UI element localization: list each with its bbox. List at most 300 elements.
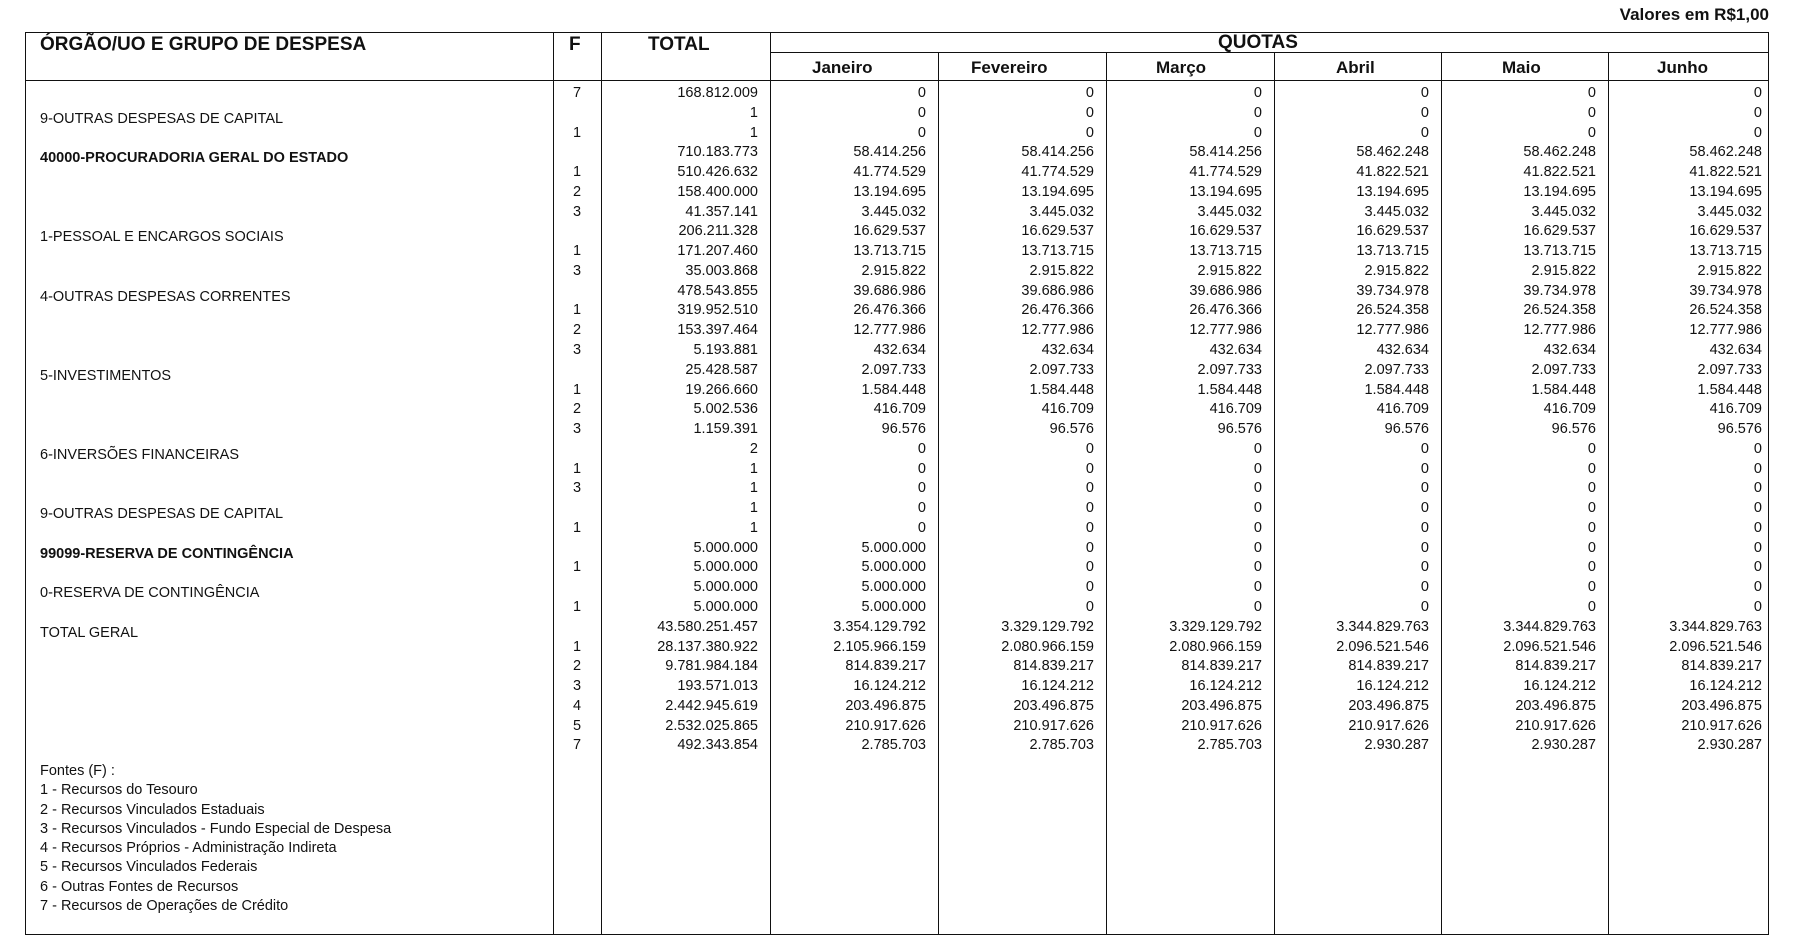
row-month-value: 41.774.529 (1189, 164, 1262, 181)
row-fonte: 1 (572, 243, 582, 260)
legend-item: 5 - Recursos Vinculados Federais (40, 859, 258, 876)
row-month-value: 2.785.703 (861, 737, 926, 754)
row-month-value: 814.839.217 (1348, 658, 1429, 675)
row-month-value: 0 (917, 460, 926, 477)
row-month-value: 13.194.695 (1021, 183, 1094, 200)
row-month-value: 0 (1253, 539, 1262, 556)
row-total: 319.952.510 (677, 302, 758, 319)
row-month-value: 3.445.032 (1197, 203, 1262, 220)
legend-item: 6 - Outras Fontes de Recursos (40, 878, 239, 895)
row-month-value: 0 (1753, 579, 1762, 596)
row-total: 2 (749, 440, 758, 457)
legend-item: 7 - Recursos de Operações de Crédito (40, 898, 289, 915)
legend-item: 3 - Recursos Vinculados - Fundo Especial de Despesa (40, 820, 392, 837)
header-month-janeiro: Janeiro (812, 58, 873, 77)
row-month-value: 2.915.822 (1697, 262, 1762, 279)
row-month-value: 2.096.521.546 (1336, 638, 1429, 655)
row-month-value: 0 (1253, 440, 1262, 457)
row-month-value: 2.097.733 (1029, 361, 1094, 378)
row-month-value: 0 (1420, 124, 1429, 141)
row-total: 5.193.881 (693, 342, 758, 358)
row-month-value: 0 (1753, 500, 1762, 517)
row-month-value: 3.445.032 (1364, 203, 1429, 220)
row-month-value: 16.124.212 (1021, 678, 1094, 695)
row-month-value: 2.915.822 (1364, 262, 1429, 279)
row-month-value: 432.634 (1376, 342, 1429, 358)
row-month-value: 0 (1253, 480, 1262, 497)
row-month-value: 814.839.217 (1681, 658, 1762, 675)
row-month-value: 0 (1587, 500, 1596, 517)
row-month-value: 16.629.537 (1356, 223, 1429, 240)
row-month-value: 0 (1085, 579, 1094, 596)
row-total: 158.400.000 (677, 183, 758, 200)
row-total: 35.003.868 (685, 262, 758, 279)
row-month-value: 0 (1587, 124, 1596, 141)
row-total: 492.343.854 (677, 737, 758, 754)
row-total: 5.000.000 (693, 559, 758, 576)
row-month-value: 41.774.529 (853, 164, 926, 181)
row-month-value: 58.462.248 (1689, 144, 1762, 161)
row-month-value: 0 (1587, 480, 1596, 497)
row-month-value: 41.822.521 (1356, 164, 1429, 181)
row-month-value: 203.496.875 (1013, 697, 1094, 714)
row-month-value: 432.634 (1543, 342, 1596, 358)
row-total: 9.781.984.184 (665, 658, 758, 675)
row-month-value: 12.777.986 (1689, 322, 1762, 339)
row-month-value: 416.709 (873, 401, 926, 418)
legend-title: Fontes (F) : (40, 763, 115, 779)
row-total: 28.137.380.922 (657, 638, 758, 655)
row-month-value: 0 (1253, 579, 1262, 596)
row-total: 1 (749, 500, 758, 517)
row-month-value: 13.194.695 (1523, 183, 1596, 200)
row-total: 2.532.025.865 (665, 717, 758, 734)
row-month-value: 26.524.358 (1356, 302, 1429, 319)
row-month-value: 39.686.986 (853, 282, 926, 299)
row-month-value: 0 (1253, 85, 1262, 101)
row-month-value: 58.414.256 (1189, 144, 1262, 161)
row-total: 1 (749, 124, 758, 141)
row-month-value: 0 (1587, 440, 1596, 457)
row-month-value: 1.584.448 (1697, 381, 1762, 398)
row-month-value: 0 (917, 500, 926, 517)
row-month-value: 3.344.829.763 (1503, 618, 1596, 635)
row-month-value: 2.915.822 (861, 262, 926, 279)
header-month-junho: Junho (1657, 58, 1708, 77)
row-month-value: 16.629.537 (1689, 223, 1762, 240)
row-total: 1.159.391 (693, 421, 758, 438)
row-fonte: 3 (572, 421, 582, 438)
row-month-value: 16.629.537 (1523, 223, 1596, 240)
row-fonte: 3 (572, 480, 582, 497)
row-total: 5.000.000 (693, 579, 758, 596)
row-month-value: 0 (1420, 460, 1429, 477)
row-month-value: 5.000.000 (861, 539, 926, 556)
row-month-value: 0 (1085, 500, 1094, 517)
row-month-value: 58.462.248 (1523, 144, 1596, 161)
row-fonte: 2 (572, 322, 582, 339)
col-divider-group (553, 32, 554, 935)
row-month-value: 416.709 (1543, 401, 1596, 418)
row-month-value: 12.777.986 (1523, 322, 1596, 339)
row-fonte: 1 (572, 381, 582, 398)
row-fonte: 3 (572, 262, 582, 279)
row-month-value: 3.329.129.792 (1169, 618, 1262, 635)
row-month-value: 0 (1253, 104, 1262, 121)
row-month-value: 13.194.695 (853, 183, 926, 200)
row-total: 41.357.141 (685, 203, 758, 220)
row-month-value: 0 (1587, 599, 1596, 616)
legend-item: 2 - Recursos Vinculados Estaduais (40, 801, 265, 818)
row-month-value: 58.414.256 (1021, 144, 1094, 161)
row-total: 193.571.013 (677, 678, 758, 695)
row-month-value: 13.713.715 (853, 243, 926, 260)
row-month-value: 0 (1085, 104, 1094, 121)
row-month-value: 13.713.715 (1356, 243, 1429, 260)
row-fonte: 1 (572, 164, 582, 181)
col-divider-marco (1274, 52, 1275, 935)
row-month-value: 416.709 (1209, 401, 1262, 418)
row-total: 171.207.460 (677, 243, 758, 260)
row-month-value: 13.713.715 (1689, 243, 1762, 260)
row-month-value: 2.097.733 (1697, 361, 1762, 378)
row-month-value: 16.124.212 (1189, 678, 1262, 695)
row-label: 9-OUTRAS DESPESAS DE CAPITAL (40, 110, 284, 127)
row-month-value: 432.634 (1709, 342, 1762, 358)
row-total: 153.397.464 (677, 322, 758, 339)
row-month-value: 0 (1420, 440, 1429, 457)
header-total: TOTAL (648, 34, 710, 55)
row-month-value: 26.476.366 (1021, 302, 1094, 319)
row-month-value: 0 (917, 104, 926, 121)
row-month-value: 0 (1420, 85, 1429, 101)
row-month-value: 2.097.733 (861, 361, 926, 378)
row-month-value: 3.445.032 (1531, 203, 1596, 220)
row-month-value: 58.414.256 (853, 144, 926, 161)
row-month-value: 0 (1420, 559, 1429, 576)
row-month-value: 210.917.626 (1181, 717, 1262, 734)
row-month-value: 0 (1085, 440, 1094, 457)
row-fonte: 7 (572, 85, 582, 101)
row-month-value: 0 (917, 85, 926, 101)
row-month-value: 2.930.287 (1697, 737, 1762, 754)
row-month-value: 41.822.521 (1523, 164, 1596, 181)
row-month-value: 5.000.000 (861, 599, 926, 616)
row-month-value: 0 (1085, 480, 1094, 497)
row-month-value: 0 (1753, 460, 1762, 477)
row-month-value: 1.584.448 (1029, 381, 1094, 398)
row-month-value: 2.097.733 (1364, 361, 1429, 378)
row-month-value: 0 (1253, 519, 1262, 536)
row-month-value: 210.917.626 (845, 717, 926, 734)
row-month-value: 2.105.966.159 (833, 638, 926, 655)
row-label: 99099-RESERVA DE CONTINGÊNCIA (40, 545, 294, 562)
row-month-value: 210.917.626 (1013, 717, 1094, 734)
row-label: 6-INVERSÕES FINANCEIRAS (40, 446, 240, 463)
row-month-value: 1.584.448 (1197, 381, 1262, 398)
header-month-fevereiro: Fevereiro (971, 58, 1048, 77)
row-month-value: 0 (1085, 460, 1094, 477)
row-total: 5.002.536 (693, 401, 758, 418)
row-month-value: 0 (1587, 85, 1596, 101)
row-month-value: 2.080.966.159 (1001, 638, 1094, 655)
row-month-value: 0 (917, 519, 926, 536)
row-fonte: 2 (572, 401, 582, 418)
row-fonte: 1 (572, 460, 582, 477)
header-month-maio: Maio (1502, 58, 1541, 77)
row-month-value: 210.917.626 (1515, 717, 1596, 734)
row-label: 9-OUTRAS DESPESAS DE CAPITAL (40, 506, 284, 523)
row-month-value: 2.915.822 (1029, 262, 1094, 279)
col-divider-maio (1608, 52, 1609, 935)
row-month-value: 0 (1420, 599, 1429, 616)
row-month-value: 5.000.000 (861, 579, 926, 596)
row-month-value: 16.629.537 (853, 223, 926, 240)
row-fonte: 3 (572, 678, 582, 695)
row-month-value: 203.496.875 (1681, 697, 1762, 714)
row-month-value: 2.097.733 (1197, 361, 1262, 378)
row-month-value: 0 (1753, 480, 1762, 497)
row-total: 710.183.773 (677, 144, 758, 161)
row-month-value: 0 (1753, 104, 1762, 121)
row-fonte: 4 (572, 697, 582, 714)
legend-item: 1 - Recursos do Tesouro (40, 782, 198, 799)
row-month-value: 1.584.448 (1364, 381, 1429, 398)
header-month-abril: Abril (1336, 58, 1375, 77)
row-month-value: 0 (1085, 85, 1094, 101)
header-quotas: QUOTAS (1218, 32, 1298, 53)
row-label: 5-INVESTIMENTOS (40, 367, 172, 384)
row-month-value: 0 (1253, 460, 1262, 477)
row-month-value: 432.634 (1209, 342, 1262, 358)
row-month-value: 814.839.217 (1515, 658, 1596, 675)
row-month-value: 0 (1753, 539, 1762, 556)
row-total: 43.580.251.457 (657, 618, 758, 635)
row-month-value: 96.576 (881, 421, 926, 438)
row-month-value: 0 (1587, 559, 1596, 576)
row-month-value: 203.496.875 (1515, 697, 1596, 714)
row-month-value: 0 (1420, 500, 1429, 517)
row-month-value: 0 (1587, 519, 1596, 536)
row-fonte: 1 (572, 302, 582, 319)
row-month-value: 210.917.626 (1348, 717, 1429, 734)
row-total: 510.426.632 (677, 164, 758, 181)
row-total: 5.000.000 (693, 539, 758, 556)
row-month-value: 12.777.986 (1356, 322, 1429, 339)
row-month-value: 2.785.703 (1029, 737, 1094, 754)
row-month-value: 3.344.829.763 (1336, 618, 1429, 635)
row-month-value: 0 (1253, 599, 1262, 616)
row-month-value: 58.462.248 (1356, 144, 1429, 161)
row-month-value: 814.839.217 (845, 658, 926, 675)
row-month-value: 0 (1587, 104, 1596, 121)
row-month-value: 0 (1253, 500, 1262, 517)
row-month-value: 1.584.448 (861, 381, 926, 398)
row-total: 168.812.009 (677, 85, 758, 101)
row-month-value: 13.194.695 (1189, 183, 1262, 200)
header-group: ÓRGÃO/UO E GRUPO DE DESPESA (40, 34, 367, 55)
row-month-value: 16.124.212 (1356, 678, 1429, 695)
row-month-value: 0 (1753, 519, 1762, 536)
row-label: 40000-PROCURADORIA GERAL DO ESTADO (40, 150, 349, 167)
row-month-value: 203.496.875 (1181, 697, 1262, 714)
row-month-value: 3.354.129.792 (833, 618, 926, 635)
row-month-value: 0 (1085, 539, 1094, 556)
row-month-value: 16.124.212 (853, 678, 926, 695)
row-month-value: 0 (1753, 124, 1762, 141)
col-divider-janeiro (938, 52, 939, 935)
row-month-value: 26.524.358 (1689, 302, 1762, 319)
row-month-value: 432.634 (873, 342, 926, 358)
row-month-value: 26.524.358 (1523, 302, 1596, 319)
row-month-value: 16.629.537 (1021, 223, 1094, 240)
row-month-value: 0 (1420, 579, 1429, 596)
row-month-value: 2.096.521.546 (1669, 638, 1762, 655)
row-month-value: 12.777.986 (1189, 322, 1262, 339)
row-month-value: 13.194.695 (1689, 183, 1762, 200)
row-month-value: 210.917.626 (1681, 717, 1762, 734)
row-fonte: 5 (572, 717, 582, 734)
row-month-value: 2.930.287 (1531, 737, 1596, 754)
row-month-value: 26.476.366 (853, 302, 926, 319)
row-month-value: 3.329.129.792 (1001, 618, 1094, 635)
row-month-value: 13.713.715 (1189, 243, 1262, 260)
row-month-value: 96.576 (1717, 421, 1762, 438)
row-month-value: 0 (1753, 440, 1762, 457)
row-month-value: 0 (1587, 579, 1596, 596)
row-month-value: 203.496.875 (845, 697, 926, 714)
row-label: TOTAL GERAL (40, 624, 139, 641)
row-month-value: 0 (1753, 85, 1762, 101)
row-total: 1 (749, 480, 758, 497)
row-month-value: 0 (1420, 539, 1429, 556)
row-month-value: 0 (1753, 599, 1762, 616)
row-month-value: 26.476.366 (1189, 302, 1262, 319)
row-label: 1-PESSOAL E ENCARGOS SOCIAIS (40, 229, 284, 246)
row-month-value: 0 (1085, 124, 1094, 141)
row-month-value: 96.576 (1049, 421, 1094, 438)
col-divider-fevereiro (1106, 52, 1107, 935)
row-month-value: 0 (917, 480, 926, 497)
row-month-value: 13.713.715 (1021, 243, 1094, 260)
row-label: 0-RESERVA DE CONTINGÊNCIA (40, 585, 260, 602)
row-fonte: 7 (572, 737, 582, 754)
row-fonte: 1 (572, 519, 582, 536)
row-fonte: 3 (572, 203, 582, 220)
row-month-value: 2.785.703 (1197, 737, 1262, 754)
row-month-value: 16.629.537 (1189, 223, 1262, 240)
col-divider-total (770, 32, 771, 935)
units-label: Valores em R$1,00 (1619, 5, 1769, 24)
row-month-value: 416.709 (1709, 401, 1762, 418)
row-fonte: 1 (572, 124, 582, 141)
row-month-value: 39.686.986 (1021, 282, 1094, 299)
row-month-value: 2.915.822 (1531, 262, 1596, 279)
row-month-value: 3.445.032 (861, 203, 926, 220)
row-month-value: 3.445.032 (1697, 203, 1762, 220)
row-total: 206.211.328 (678, 223, 758, 240)
row-month-value: 0 (1420, 519, 1429, 536)
row-month-value: 2.080.966.159 (1169, 638, 1262, 655)
row-month-value: 39.686.986 (1189, 282, 1262, 299)
row-month-value: 96.576 (1217, 421, 1262, 438)
row-month-value: 0 (1420, 480, 1429, 497)
row-month-value: 0 (1753, 559, 1762, 576)
row-total: 1 (749, 104, 758, 121)
row-month-value: 39.734.978 (1689, 282, 1762, 299)
row-total: 1 (749, 460, 758, 477)
row-month-value: 5.000.000 (861, 559, 926, 576)
col-divider-fonte (601, 32, 602, 935)
row-month-value: 0 (917, 440, 926, 457)
row-month-value: 416.709 (1376, 401, 1429, 418)
row-total: 478.543.855 (677, 282, 758, 299)
row-fonte: 2 (572, 183, 582, 200)
row-month-value: 2.915.822 (1197, 262, 1262, 279)
row-month-value: 432.634 (1041, 342, 1094, 358)
row-month-value: 96.576 (1551, 421, 1596, 438)
row-month-value: 39.734.978 (1356, 282, 1429, 299)
row-month-value: 12.777.986 (853, 322, 926, 339)
row-month-value: 814.839.217 (1013, 658, 1094, 675)
fontes-legend (40, 762, 391, 916)
header-fonte: F (569, 34, 581, 55)
row-fonte: 1 (572, 559, 582, 576)
row-month-value: 2.097.733 (1531, 361, 1596, 378)
header-month-marco: Março (1156, 58, 1207, 77)
row-month-value: 0 (1253, 559, 1262, 576)
row-fonte: 1 (572, 599, 582, 616)
row-month-value: 0 (1253, 124, 1262, 141)
row-month-value: 1.584.448 (1531, 381, 1596, 398)
row-month-value: 12.777.986 (1021, 322, 1094, 339)
row-month-value: 203.496.875 (1348, 697, 1429, 714)
row-month-value: 814.839.217 (1181, 658, 1262, 675)
row-fonte: 3 (572, 342, 582, 358)
row-month-value: 416.709 (1041, 401, 1094, 418)
row-month-value: 3.445.032 (1029, 203, 1094, 220)
row-month-value: 16.124.212 (1523, 678, 1596, 695)
row-month-value: 41.822.521 (1689, 164, 1762, 181)
row-month-value: 0 (1085, 599, 1094, 616)
row-total: 1 (749, 519, 758, 536)
row-month-value: 13.194.695 (1356, 183, 1429, 200)
row-month-value: 3.344.829.763 (1669, 618, 1762, 635)
legend-item: 4 - Recursos Próprios - Administração Indireta (40, 840, 337, 857)
row-total: 5.000.000 (693, 599, 758, 616)
row-month-value: 16.124.212 (1689, 678, 1762, 695)
row-month-value: 2.096.521.546 (1503, 638, 1596, 655)
row-fonte: 1 (572, 638, 582, 655)
row-label: 4-OUTRAS DESPESAS CORRENTES (40, 288, 291, 305)
row-month-value: 41.774.529 (1021, 164, 1094, 181)
col-divider-abril (1441, 52, 1442, 935)
row-month-value: 0 (1587, 460, 1596, 477)
row-total: 2.442.945.619 (665, 697, 758, 714)
row-month-value: 0 (1085, 559, 1094, 576)
row-total: 19.266.660 (685, 381, 758, 398)
row-month-value: 0 (1085, 519, 1094, 536)
row-month-value: 39.734.978 (1523, 282, 1596, 299)
row-total: 25.428.587 (685, 361, 758, 378)
header-bottom-line (25, 80, 1769, 81)
row-month-value: 0 (1587, 539, 1596, 556)
row-month-value: 0 (1420, 104, 1429, 121)
row-month-value: 96.576 (1384, 421, 1429, 438)
row-month-value: 0 (917, 124, 926, 141)
row-fonte: 2 (572, 658, 582, 675)
row-month-value: 13.713.715 (1523, 243, 1596, 260)
